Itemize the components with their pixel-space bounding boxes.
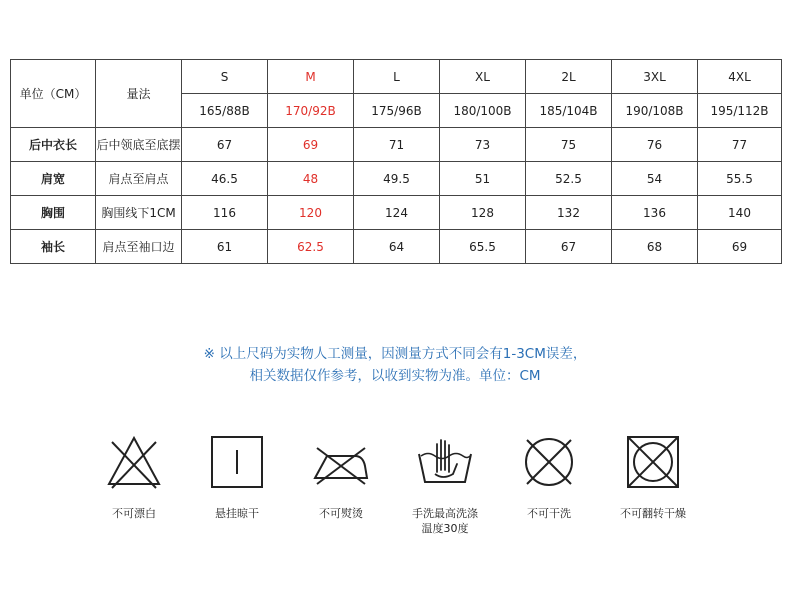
cell-value: 68 (612, 230, 698, 264)
size-chart-table (10, 59, 782, 264)
cell-value: 69 (698, 230, 782, 264)
method-header: 量法 (96, 60, 182, 128)
cell-value: 54 (612, 162, 698, 196)
table-row (11, 162, 782, 196)
row-name: 肩宽 (11, 162, 96, 196)
care-label: 不可干洗 (527, 507, 571, 520)
cell-value: 55.5 (698, 162, 782, 196)
care-label: 不可漂白 (112, 507, 156, 520)
row-name: 后中衣长 (11, 128, 96, 162)
table-row (11, 230, 782, 264)
cell-value: 76 (612, 128, 698, 162)
cell-value: 77 (698, 128, 782, 162)
no-tumble-dry-icon (625, 432, 681, 492)
cell-value: 128 (440, 196, 526, 230)
cell-value: 65.5 (440, 230, 526, 264)
no-bleach-icon (106, 432, 162, 492)
cell-value: 51 (440, 162, 526, 196)
unit-header: 单位（CM） (11, 60, 96, 128)
row-name: 胸围 (11, 196, 96, 230)
cell-value: 116 (182, 196, 268, 230)
row-method: 肩点至肩点 (96, 162, 182, 196)
size-note-line-1: ※ 以上尺码为实物人工测量，因测量方式不同会有1-3CM误差， (203, 346, 587, 362)
cell-value: 46.5 (182, 162, 268, 196)
cell-value: 73 (440, 128, 526, 162)
size-header-4xl: 4XL (698, 60, 782, 94)
cell-value: 120 (268, 196, 354, 230)
cell-value: 124 (354, 196, 440, 230)
size-spec-4xl: 195/112B (698, 94, 782, 128)
size-header-m: M (268, 60, 354, 94)
cell-value: 136 (612, 196, 698, 230)
hang-dry-icon (209, 432, 265, 492)
size-spec-3xl: 190/108B (612, 94, 698, 128)
hand-wash-30-icon (415, 432, 475, 492)
cell-value: 140 (698, 196, 782, 230)
care-no-iron (291, 432, 391, 536)
cell-value: 67 (182, 128, 268, 162)
no-dry-clean-icon (521, 432, 577, 492)
size-header-3xl: 3XL (612, 60, 698, 94)
care-no-tumble-dry (603, 432, 703, 536)
care-label: 不可熨烫 (319, 507, 363, 520)
care-label: 手洗最高洗涤温度30度 (412, 507, 478, 535)
care-hand-wash (395, 432, 495, 536)
cell-value: 69 (268, 128, 354, 162)
cell-value: 71 (354, 128, 440, 162)
row-method: 后中领底至底摆 (96, 128, 182, 162)
size-header-s: S (182, 60, 268, 94)
cell-value: 48 (268, 162, 354, 196)
size-spec-s: 165/88B (182, 94, 268, 128)
care-no-dry-clean (499, 432, 599, 536)
table-row (11, 128, 782, 162)
care-hang-dry (187, 432, 287, 536)
row-name: 袖长 (11, 230, 96, 264)
care-label: 悬挂晾干 (215, 507, 259, 520)
cell-value: 64 (354, 230, 440, 264)
size-header-2l: 2L (526, 60, 612, 94)
size-spec-xl: 180/100B (440, 94, 526, 128)
care-no-bleach (84, 432, 184, 536)
size-header-l: L (354, 60, 440, 94)
cell-value: 49.5 (354, 162, 440, 196)
cell-value: 132 (526, 196, 612, 230)
care-label: 不可翻转干燥 (620, 507, 686, 520)
size-header-xl: XL (440, 60, 526, 94)
row-method: 肩点至袖口边 (96, 230, 182, 264)
size-spec-2l: 185/104B (526, 94, 612, 128)
no-iron-icon (311, 432, 371, 492)
table-row (11, 196, 782, 230)
size-note-line-2: 相关数据仅作参考，以收到实物为准。单位：CM (249, 368, 541, 384)
row-method: 胸围线下1CM (96, 196, 182, 230)
size-spec-l: 175/96B (354, 94, 440, 128)
cell-value: 62.5 (268, 230, 354, 264)
cell-value: 61 (182, 230, 268, 264)
cell-value: 75 (526, 128, 612, 162)
cell-value: 67 (526, 230, 612, 264)
cell-value: 52.5 (526, 162, 612, 196)
size-spec-m: 170/92B (268, 94, 354, 128)
